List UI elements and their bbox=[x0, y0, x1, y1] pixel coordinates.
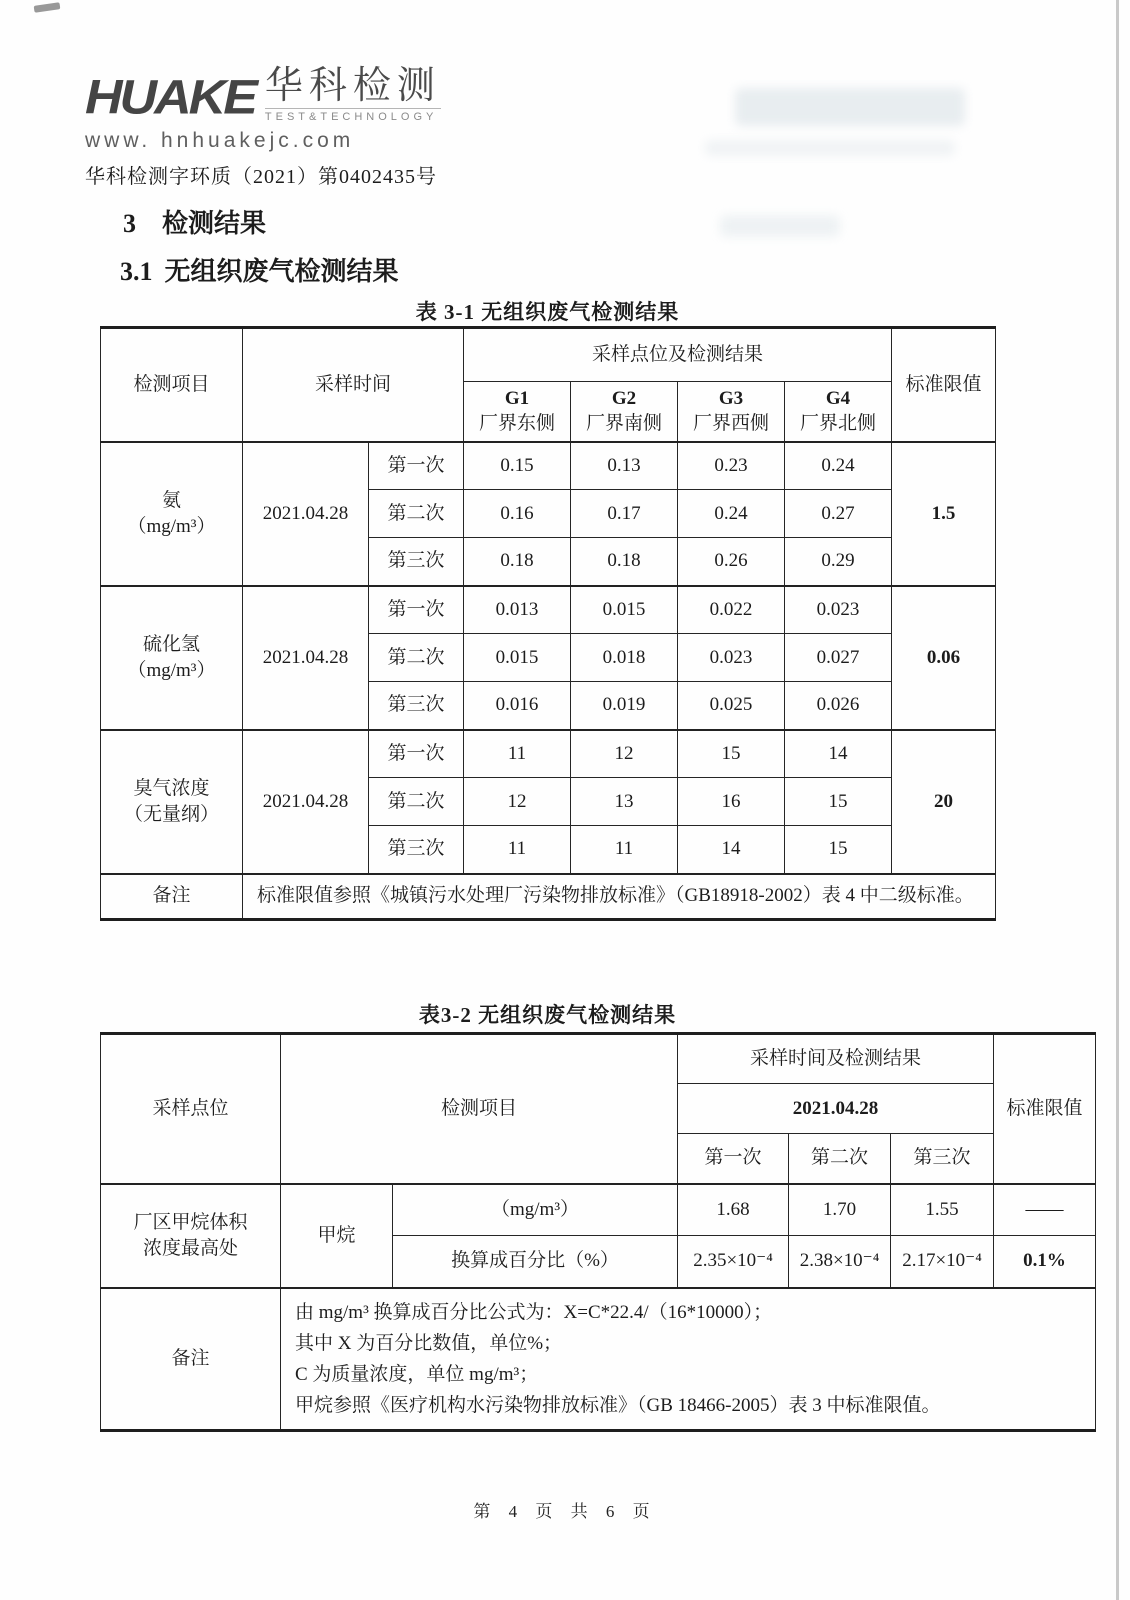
scan-bleedthrough-3 bbox=[720, 215, 840, 237]
page-number: 第 4 页 共 6 页 bbox=[473, 1502, 657, 1521]
result-cell: 0.023 bbox=[785, 586, 892, 634]
trial-header: 第一次 bbox=[678, 1134, 789, 1184]
scan-bleedthrough-1 bbox=[735, 88, 965, 126]
result-cell: 2.38×10⁻⁴ bbox=[789, 1236, 891, 1288]
result-cell: 0.24 bbox=[678, 490, 785, 538]
table2-header-row-1 bbox=[101, 1034, 1096, 1084]
result-cell: 2.35×10⁻⁴ bbox=[678, 1236, 789, 1288]
scan-edge-line bbox=[1116, 0, 1119, 1600]
trial-label: 第二次 bbox=[369, 490, 464, 538]
result-cell: 0.27 bbox=[785, 490, 892, 538]
subsection-title: 无组织废气检测结果 bbox=[164, 257, 399, 286]
result-cell: 14 bbox=[678, 826, 785, 874]
sample-date: 2021.04.28 bbox=[243, 442, 369, 586]
table2-header-time-group: 采样时间及检测结果 bbox=[678, 1034, 994, 1084]
sample-point bbox=[101, 1184, 281, 1288]
result-cell: 0.015 bbox=[571, 586, 678, 634]
remark-text: 标准限值参照《城镇污水处理厂污染物排放标准》（GB18918-2002）表 4 中二级标准。 bbox=[243, 874, 996, 920]
parameter-unit: （无量纲） bbox=[123, 803, 219, 825]
brand-chinese-name: 华科检测 bbox=[264, 65, 441, 107]
subsection-heading bbox=[120, 251, 399, 288]
result-cell: 13 bbox=[571, 778, 678, 826]
parameter-unit: （mg/m³） bbox=[127, 515, 216, 537]
result-cell: 0.16 bbox=[464, 490, 571, 538]
result-cell: 0.027 bbox=[785, 634, 892, 682]
point-name: 厂界东侧 bbox=[479, 413, 556, 435]
result-cell: 16 bbox=[678, 778, 785, 826]
table1-header-row-1 bbox=[101, 328, 996, 382]
result-cell: 15 bbox=[678, 730, 785, 778]
result-cell: 1.55 bbox=[891, 1184, 994, 1236]
param-form: 换算成百分比（%） bbox=[393, 1236, 678, 1288]
scan-bleedthrough-2 bbox=[705, 140, 955, 156]
table1-point-g1 bbox=[464, 382, 571, 442]
parameter-cell bbox=[101, 442, 243, 586]
table1-header-item: 检测项目 bbox=[101, 328, 243, 442]
table1-caption: 表 3-1 无组织废气检测结果 bbox=[415, 300, 680, 324]
remark-line: 甲烷参照《医疗机构水污染物排放标准》（GB 18466-2005）表 3 中标准限值。 bbox=[295, 1394, 941, 1416]
result-cell: 12 bbox=[571, 730, 678, 778]
result-cell: 14 bbox=[785, 730, 892, 778]
trial-label: 第一次 bbox=[369, 586, 464, 634]
sample-point-text: 厂区甲烷体积浓度最高处 bbox=[133, 1211, 248, 1259]
table1-row bbox=[101, 442, 996, 490]
result-cell: 0.023 bbox=[678, 634, 785, 682]
trial-label: 第一次 bbox=[369, 442, 464, 490]
brand-tagline: TEST&TECHNOLOGY bbox=[265, 108, 441, 123]
table-3-2 bbox=[100, 1032, 1096, 1432]
point-name: 厂界西侧 bbox=[693, 413, 770, 435]
parameter-name: 甲烷 bbox=[281, 1184, 393, 1288]
result-cell: 0.18 bbox=[571, 538, 678, 586]
result-cell: 12 bbox=[464, 778, 571, 826]
result-cell: 0.013 bbox=[464, 586, 571, 634]
trial-label: 第三次 bbox=[369, 682, 464, 730]
parameter-cell bbox=[101, 586, 243, 730]
result-cell: 11 bbox=[464, 730, 571, 778]
result-cell: 1.70 bbox=[789, 1184, 891, 1236]
limit-value: 1.5 bbox=[892, 442, 996, 586]
result-cell: 0.026 bbox=[785, 682, 892, 730]
table2-row bbox=[101, 1184, 1096, 1236]
result-cell: 0.29 bbox=[785, 538, 892, 586]
limit-value: 0.1% bbox=[994, 1236, 1096, 1288]
result-cell: 0.17 bbox=[571, 490, 678, 538]
sample-date: 2021.04.28 bbox=[243, 586, 369, 730]
scan-speck bbox=[34, 2, 61, 13]
table1-header-limit: 标准限值 bbox=[892, 328, 996, 442]
result-cell: 0.025 bbox=[678, 682, 785, 730]
trial-header: 第二次 bbox=[789, 1134, 891, 1184]
remark-text bbox=[281, 1288, 1096, 1431]
parameter-cell bbox=[101, 730, 243, 874]
trial-label: 第一次 bbox=[369, 730, 464, 778]
point-code: G1 bbox=[504, 387, 530, 409]
point-name: 厂界南侧 bbox=[586, 413, 663, 435]
document-number: 华科检测字环质（2021）第0402435号 bbox=[85, 166, 437, 188]
table2-header-limit: 标准限值 bbox=[994, 1034, 1096, 1184]
result-cell: 0.016 bbox=[464, 682, 571, 730]
remark-line: 其中 X 为百分比数值，单位%； bbox=[295, 1332, 563, 1354]
table2-header-item: 检测项目 bbox=[281, 1034, 678, 1184]
remark-label: 备注 bbox=[101, 874, 243, 920]
parameter-name: 臭气浓度 bbox=[133, 777, 210, 799]
parameter-name: 氨 bbox=[161, 489, 181, 511]
trial-header: 第三次 bbox=[891, 1134, 994, 1184]
remark-label: 备注 bbox=[101, 1288, 281, 1431]
remark-line: C 为质量浓度，单位 mg/m³； bbox=[295, 1363, 539, 1385]
point-code: G4 bbox=[825, 387, 851, 409]
parameter-unit: （mg/m³） bbox=[127, 659, 216, 681]
result-cell: 15 bbox=[785, 826, 892, 874]
trial-label: 第二次 bbox=[369, 778, 464, 826]
result-cell: 15 bbox=[785, 778, 892, 826]
point-name: 厂界北侧 bbox=[800, 413, 877, 435]
table2-caption: 表3-2 无组织废气检测结果 bbox=[418, 1003, 677, 1027]
table1-point-g3 bbox=[678, 382, 785, 442]
sample-date: 2021.04.28 bbox=[243, 730, 369, 874]
result-cell: 0.18 bbox=[464, 538, 571, 586]
table1-row bbox=[101, 730, 996, 778]
subsection-number: 3.1 bbox=[120, 257, 153, 286]
result-cell: 0.018 bbox=[571, 634, 678, 682]
section-number: 3 bbox=[123, 209, 136, 238]
point-code: G3 bbox=[718, 387, 744, 409]
company-logo bbox=[85, 66, 441, 153]
trial-label: 第三次 bbox=[369, 826, 464, 874]
result-cell: 11 bbox=[464, 826, 571, 874]
table1-row bbox=[101, 586, 996, 634]
table1-remark-row bbox=[101, 874, 996, 920]
result-cell: 11 bbox=[571, 826, 678, 874]
result-cell: 0.022 bbox=[678, 586, 785, 634]
table2-remark-row bbox=[101, 1288, 1096, 1431]
result-cell: 0.015 bbox=[464, 634, 571, 682]
table1-header-time: 采样时间 bbox=[243, 328, 464, 442]
result-cell: 0.26 bbox=[678, 538, 785, 586]
table2-header-point: 采样点位 bbox=[101, 1034, 281, 1184]
table1-point-g2 bbox=[571, 382, 678, 442]
result-cell: 0.24 bbox=[785, 442, 892, 490]
brand-chinese-wrap bbox=[265, 66, 441, 123]
remark-line: 由 mg/m³ 换算成百分比公式为：X=C*22.4/（16*10000）； bbox=[295, 1301, 773, 1323]
point-code: G2 bbox=[611, 387, 637, 409]
result-cell: 0.13 bbox=[571, 442, 678, 490]
limit-value: 20 bbox=[892, 730, 996, 874]
section-heading bbox=[123, 203, 266, 240]
result-cell: 0.23 bbox=[678, 442, 785, 490]
table1-point-g4 bbox=[785, 382, 892, 442]
result-cell: 0.15 bbox=[464, 442, 571, 490]
trial-label: 第三次 bbox=[369, 538, 464, 586]
param-form: （mg/m³） bbox=[393, 1184, 678, 1236]
table1-header-points-group: 采样点位及检测结果 bbox=[464, 328, 892, 382]
result-cell: 0.019 bbox=[571, 682, 678, 730]
table2-header-date: 2021.04.28 bbox=[678, 1084, 994, 1134]
company-website: www. hnhuakejc.com bbox=[85, 129, 355, 152]
brand-wordmark: HUAKE bbox=[85, 71, 255, 125]
table-3-1 bbox=[100, 326, 996, 921]
limit-value: —— bbox=[994, 1184, 1096, 1236]
trial-label: 第二次 bbox=[369, 634, 464, 682]
section-title: 检测结果 bbox=[162, 209, 267, 238]
limit-value: 0.06 bbox=[892, 586, 996, 730]
result-cell: 1.68 bbox=[678, 1184, 789, 1236]
result-cell: 2.17×10⁻⁴ bbox=[891, 1236, 994, 1288]
parameter-name: 硫化氢 bbox=[142, 633, 200, 655]
